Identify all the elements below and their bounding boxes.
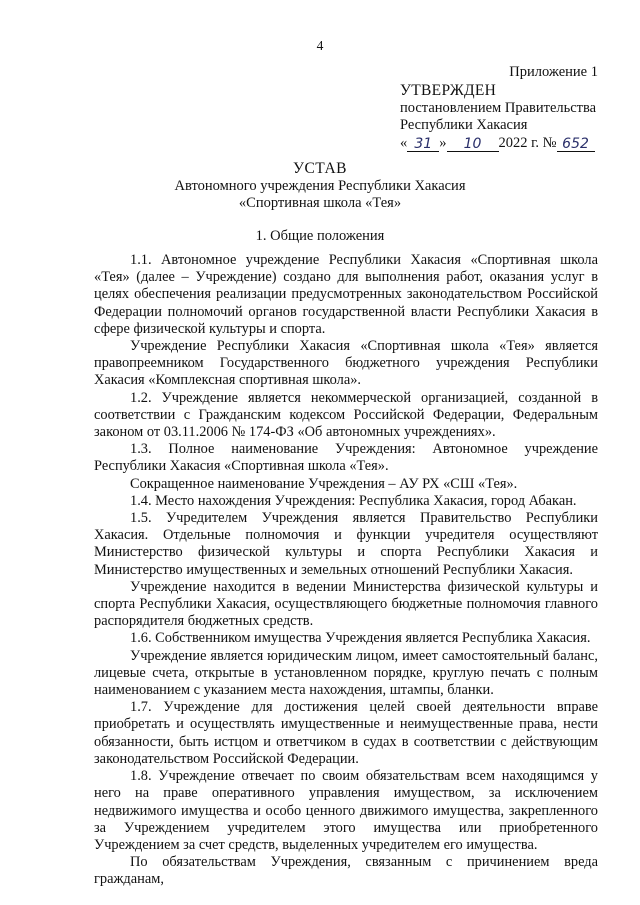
document-body xyxy=(94,252,598,889)
paragraph-obligations: По обязательствам Учреждения, связанным с причинением вреда гражданам, xyxy=(94,854,598,888)
paragraph-ministry: Учреждение находится в ведении Министерства физической культуры и спорта Республики Хакасия, осуществляющего бюджетные полномочия главного распорядителя бюджетных средств. xyxy=(94,578,598,630)
paragraph-successor: Учреждение Республики Хакасия «Спортивная школа «Тея» является правопреемником Государственного бюджетного учреждения Республики Хакасия «Комплексная спортивная школа». xyxy=(94,338,598,389)
paragraph-1-4: 1.4. Место нахождения Учреждения: Республика Хакасия, город Абакан. xyxy=(130,492,577,509)
year-text: 2022 г. № xyxy=(498,134,557,151)
approval-line-1: постановлением Правительства xyxy=(400,99,597,116)
paragraph-1-7: 1.7. Учреждение для достижения целей своей деятельности вправе приобретать и осуществлять имущественные и неимущественные права, нести обязанности, быть истцом и ответчиком в судах в соответствии с действующим законодательством Российской Федерации. xyxy=(94,699,598,767)
paragraph-1-3: 1.3. Полное наименование Учреждения: Автономное учреждение Республики Хакасия «Спортивная школа «Тея». xyxy=(94,441,598,475)
approval-date-line xyxy=(400,135,610,153)
page-number: 4 xyxy=(316,38,324,53)
approval-block xyxy=(400,82,610,152)
approval-heading: УТВЕРЖДЕН xyxy=(400,82,497,99)
appendix-label: Приложение 1 xyxy=(509,64,598,80)
approval-line-2: Республики Хакасия xyxy=(400,117,528,133)
handwritten-number: 652 xyxy=(557,137,595,152)
paragraph-1-1: 1.1. Автономное учреждение Республики Хакасия «Спортивная школа «Тея» (далее – Учреждение) создано для выполнения работ, оказания услуг в целях обеспечения реализации предусмотренных законодательством Российской Федерации полномочий органов государственной власти Республики Хакасия в сфере физической культуры и спорта. xyxy=(94,252,598,337)
paragraph-1-5: 1.5. Учредителем Учреждения является Правительство Республики Хакасия. Отдельные полномочия и функции учредителя осуществляют Министерство физической культуры и спорта Республики Хакасия и Министерство имущественных и земельных отношений Республики Хакасия. xyxy=(94,510,598,578)
title-line-2: «Спортивная школа «Тея» xyxy=(238,195,402,211)
paragraph-1-8: 1.8. Учреждение отвечает по своим обязательствам всем находящимся у него на праве оперативного управления имуществом, за исключением недвижимого имущества и особо ценного движимого имущества, закрепленного за Учреждением учредителем этого имущества или приобретенного Учреждением за счет средств, выделенных учредителем его имущества. xyxy=(94,768,598,853)
quote-close: » xyxy=(439,134,447,151)
paragraph-1-2: 1.2. Учреждение является некоммерческой организацией, созданной в соответствии с Гражданским кодексом Российской Федерации, Федеральным законом от 03.11.2006 № 174-ФЗ «Об автономных учреждениях». xyxy=(94,389,598,441)
quote-open: « xyxy=(400,134,408,151)
document-title xyxy=(0,160,640,213)
section-heading: 1. Общие положения xyxy=(255,228,385,244)
paragraph-legal-entity: Учреждение является юридическим лицом, имеет самостоятельный баланс, лицевые счета, открытые в установленном порядке, круглую печать с полным наименованием с указанием места нахождения, штампы, бланки. xyxy=(94,647,598,699)
handwritten-month: 10 xyxy=(447,137,499,152)
title-main: УСТАВ xyxy=(292,160,348,177)
title-line-1: Автономного учреждения Республики Хакасия xyxy=(174,177,466,194)
handwritten-day: 31 xyxy=(407,137,439,152)
paragraph-short-name: Сокращенное наименование Учреждения – АУ РХ «СШ «Тея». xyxy=(130,475,518,492)
paragraph-1-6: 1.6. Собственником имущества Учреждения является Республика Хакасия. xyxy=(130,630,591,647)
